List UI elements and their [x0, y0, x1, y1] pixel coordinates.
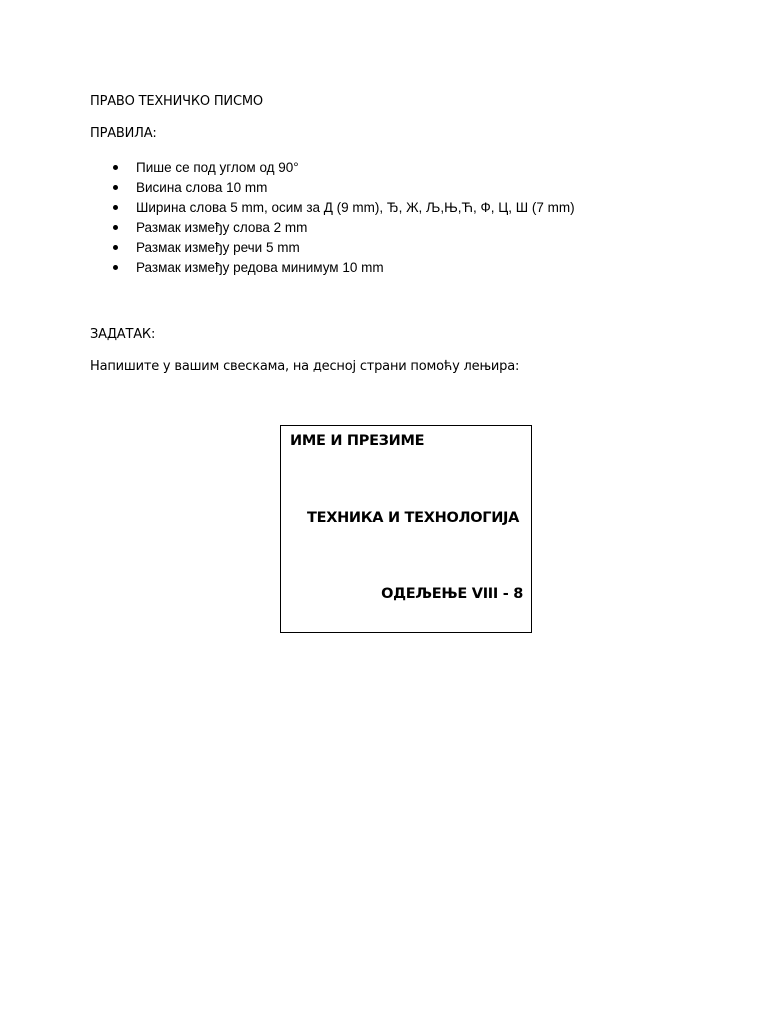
rule-text: Висина слова 10 mm [136, 180, 268, 195]
bullet-icon [113, 245, 118, 250]
bullet-icon [113, 205, 118, 210]
task-instruction: Напишите у вашим свескама, на десној страни помоћу лењира: [90, 359, 520, 374]
rule-text: Размак између редова минимум 10 mm [136, 260, 384, 275]
rule-text: Ширина слова 5 mm, осим за Д (9 mm), Ђ, Ж, Љ,Њ,Ћ, Ф, Ц, Ш (7 mm) [136, 200, 575, 215]
rule-item [113, 220, 575, 240]
bullet-icon [113, 225, 118, 230]
task-heading: ЗАДАТАК: [90, 327, 156, 342]
bullet-icon [113, 185, 118, 190]
document-title: ПРАВО ТЕХНИЧКО ПИСМО [90, 94, 263, 109]
rules-heading: ПРАВИЛА: [90, 126, 157, 141]
rule-item [113, 160, 575, 180]
rule-item [113, 240, 575, 260]
rule-text: Размак између слова 2 mm [136, 220, 308, 235]
rule-item [113, 200, 575, 220]
bullet-icon [113, 265, 118, 270]
frame-class-line: ОДЕЉЕЊЕ VIII - 8 [381, 586, 523, 602]
example-frame [280, 425, 532, 633]
frame-subject-line: ТЕХНИКА И ТЕХНОЛОГИЈА [307, 510, 520, 526]
frame-name-line: ИМЕ И ПРЕЗИМЕ [290, 433, 425, 449]
rule-text: Пише се под углом од 90° [136, 160, 299, 175]
rule-item [113, 180, 575, 200]
rules-list [113, 160, 575, 280]
rule-text: Размак између речи 5 mm [136, 240, 300, 255]
rule-item [113, 260, 575, 280]
bullet-icon [113, 165, 118, 170]
